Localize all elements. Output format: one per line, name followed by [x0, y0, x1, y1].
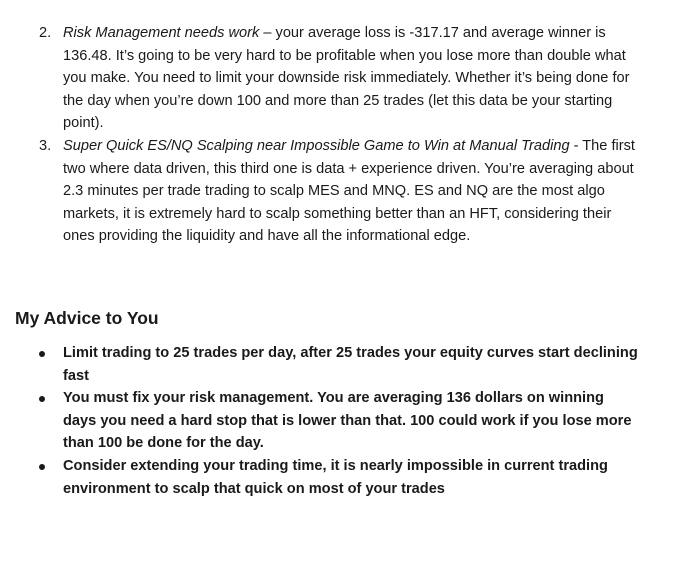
list-item: [0, 22, 676, 135]
bullet-dot-icon: [39, 351, 45, 357]
list-item-body: - The first two where data driven, this third one is data + experience driven. You’re averaging about 2.3 minutes per trade trading to scalp MES and MNQ. ES and NQ are the most algo markets, it is extremely hard to scalp something better than an HFT, considering their ones providing the liquidity and have all the informational edge.: [63, 137, 635, 245]
list-item-text: [63, 135, 643, 248]
list-item: [0, 135, 676, 248]
section-heading: My Advice to You: [15, 308, 159, 328]
bullet-dot-icon: [39, 396, 45, 402]
bullet-dot-icon: [39, 464, 45, 470]
advice-bullet-list: [0, 342, 676, 500]
list-item-title: Risk Management needs work: [63, 25, 260, 41]
list-number: 2.: [39, 25, 52, 41]
bullet-item: [0, 342, 676, 387]
bullet-text: Consider extending your trading time, it is nearly impossible in current trading environment to scalp that quick on most of your trades: [63, 457, 608, 497]
list-item-body: – your average loss is -317.17 and average winner is 136.48. It’s going to be very hard to be profitable when you lose more than double what you make. You need to limit your downside risk immediately. Whether it’s being done for the day when you’re down 100 and more than 25 trades (let this data be your starting point).: [63, 25, 630, 132]
bullet-item: [0, 387, 676, 455]
numbered-list: [0, 22, 676, 248]
bullet-item: [0, 455, 676, 500]
bullet-text: Limit trading to 25 trades per day, after 25 trades your equity curves start declining fast: [63, 345, 638, 384]
list-item-text: [63, 22, 643, 135]
list-item-title: Super Quick ES/NQ Scalping near Impossible Game to Win at Manual Trading: [63, 137, 570, 154]
bullet-text: You must fix your risk management. You are averaging 136 dollars on winning days you need a hard stop that is lower than that. 100 could work if you lose more than 100 be done for the day.: [63, 390, 632, 452]
list-number: 3.: [39, 137, 52, 154]
